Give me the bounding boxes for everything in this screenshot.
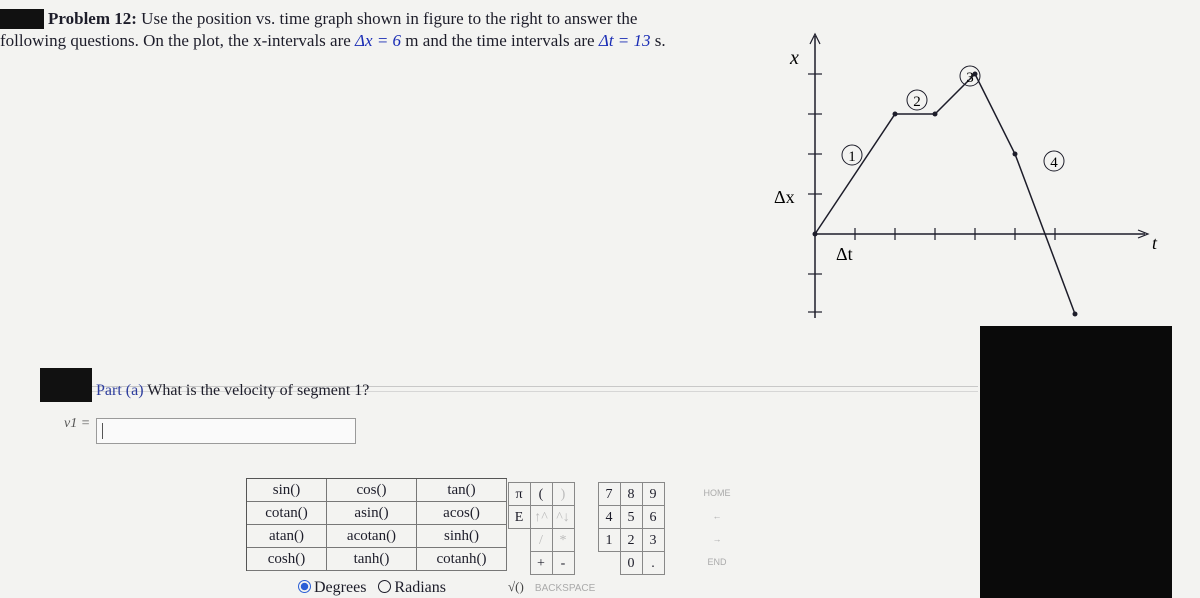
key-acos[interactable]: acos() (417, 502, 507, 525)
key-home[interactable]: HOME (703, 488, 731, 498)
key-9[interactable]: 9 (642, 482, 665, 506)
key-3[interactable]: 3 (642, 528, 665, 552)
segment-label-3 (960, 66, 980, 86)
key-8[interactable]: 8 (620, 482, 643, 506)
key-atan[interactable]: atan() (247, 525, 327, 548)
key-cotan[interactable]: cotan() (247, 502, 327, 525)
key-cos[interactable]: cos() (327, 479, 417, 502)
part-marker (40, 368, 92, 402)
problem-line-1 (0, 8, 760, 30)
part-a-label: Part (a) (96, 382, 144, 399)
problem-statement (0, 8, 760, 52)
svg-text:1: 1 (848, 149, 856, 165)
text-caret (102, 423, 103, 439)
x-axis-label: x (790, 47, 799, 69)
key-cotanh[interactable]: cotanh() (417, 548, 507, 571)
position-curve (815, 74, 1075, 314)
svg-text:2: 2 (913, 94, 921, 110)
key-power-down[interactable]: ^↓ (552, 505, 575, 529)
part-a-question: What is the velocity of segment 1? (147, 382, 370, 399)
key-divide[interactable]: / (530, 528, 553, 552)
angle-mode (298, 579, 446, 597)
key-sqrt[interactable]: √() (508, 579, 524, 594)
key-cosh[interactable]: cosh() (247, 548, 327, 571)
number-keys (598, 482, 664, 574)
key-blank-4 (574, 528, 597, 552)
key-end[interactable]: END (707, 557, 727, 567)
key-acotan[interactable]: acotan() (327, 525, 417, 548)
curve-points (813, 72, 1078, 317)
svg-text:3: 3 (966, 70, 974, 86)
key-0[interactable]: 0 (620, 551, 643, 575)
symbol-keys (508, 482, 596, 574)
velocity-answer-input[interactable] (96, 418, 356, 444)
key-plus[interactable]: + (530, 551, 553, 575)
key-backspace[interactable]: BACKSPACE (534, 583, 596, 594)
dt-label: Δt (836, 244, 853, 264)
dx-label: Δx (774, 187, 795, 207)
key-blank-num (598, 551, 621, 575)
segment-label-1 (842, 145, 862, 165)
key-open-paren[interactable]: ( (530, 482, 553, 506)
dt-value: Δt = 13 (598, 31, 651, 50)
function-keys (246, 478, 507, 571)
key-right-arrow[interactable]: → (712, 534, 722, 544)
problem-text-2c: s. (650, 31, 666, 50)
key-tanh[interactable]: tanh() (327, 548, 417, 571)
key-power-up[interactable]: ↑^ (530, 505, 553, 529)
position-time-graph (760, 28, 1200, 338)
segment-label-4 (1044, 151, 1064, 171)
key-blank-5 (508, 551, 531, 575)
key-e[interactable]: E (508, 505, 531, 529)
key-sin[interactable]: sin() (247, 479, 327, 502)
problem-text-2b: m and the time intervals are (401, 31, 599, 50)
redacted-block (980, 326, 1172, 598)
key-blank-3 (508, 528, 531, 552)
key-blank-2 (574, 505, 597, 529)
svg-text:4: 4 (1050, 155, 1058, 171)
key-asin[interactable]: asin() (327, 502, 417, 525)
key-1[interactable]: 1 (598, 528, 621, 552)
problem-text-1: Use the position vs. time graph shown in figure to the right to answer the (141, 9, 638, 28)
key-pi[interactable]: π (508, 482, 531, 506)
key-blank-1 (574, 482, 597, 506)
problem-marker (0, 9, 44, 29)
part-a-heading (96, 382, 369, 400)
key-blank-6 (574, 551, 597, 575)
radians-label: Radians (394, 579, 446, 596)
radians-radio[interactable] (378, 580, 391, 593)
key-decimal[interactable]: . (642, 551, 665, 575)
key-5[interactable]: 5 (620, 505, 643, 529)
dx-value: Δx = 6 (355, 31, 402, 50)
control-keys (692, 482, 742, 574)
t-axis-label: t (1152, 233, 1158, 253)
problem-line-2 (0, 30, 760, 52)
answer-label: v1 = (64, 416, 91, 431)
problem-label: Problem 12: (48, 9, 137, 28)
key-minus[interactable]: - (552, 551, 575, 575)
key-sinh[interactable]: sinh() (417, 525, 507, 548)
degrees-radio[interactable] (298, 580, 311, 593)
bottom-keys (508, 579, 595, 595)
segment-label-2 (907, 90, 927, 110)
key-left-arrow[interactable]: ← (712, 511, 722, 521)
key-close-paren[interactable]: ) (552, 482, 575, 506)
math-keypad (246, 478, 754, 598)
key-6[interactable]: 6 (642, 505, 665, 529)
problem-text-2a: following questions. On the plot, the x-intervals are (0, 31, 356, 50)
key-2[interactable]: 2 (620, 528, 643, 552)
key-7[interactable]: 7 (598, 482, 621, 506)
key-4[interactable]: 4 (598, 505, 621, 529)
key-tan[interactable]: tan() (417, 479, 507, 502)
degrees-label: Degrees (314, 579, 367, 596)
key-multiply[interactable]: * (552, 528, 575, 552)
